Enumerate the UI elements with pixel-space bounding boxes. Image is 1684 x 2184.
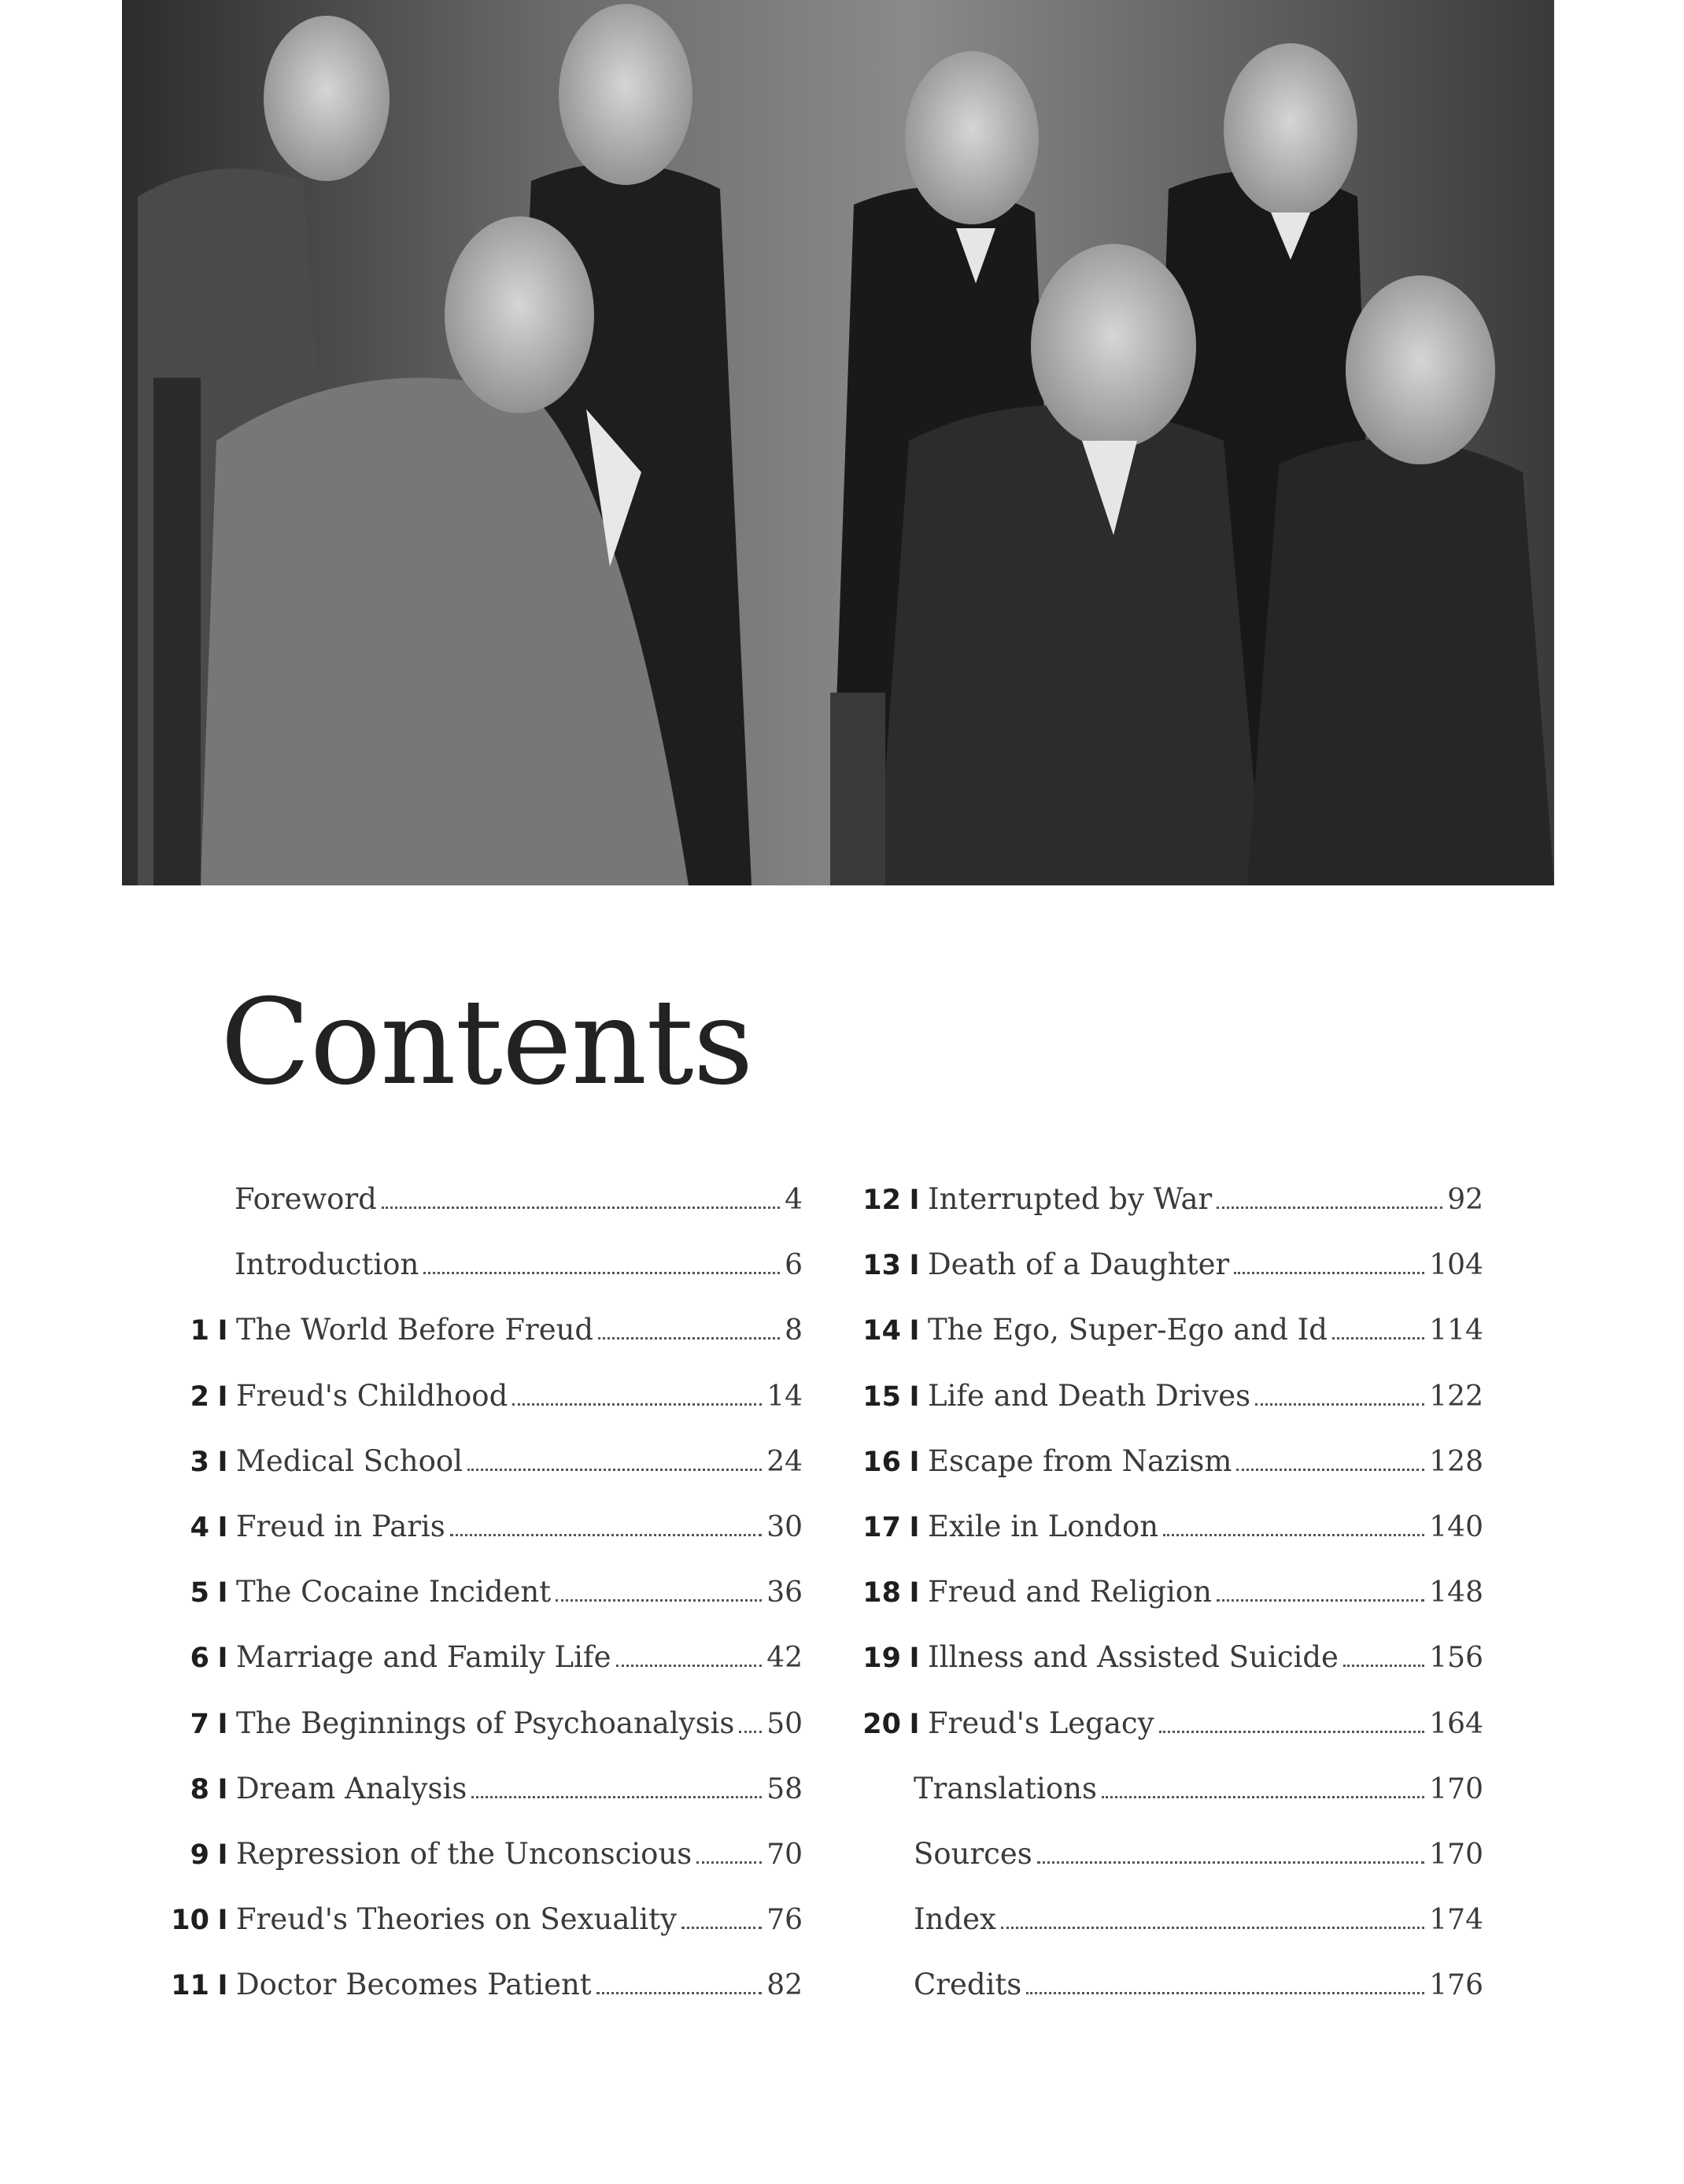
- toc-title: The Ego, Super-Ego and Id: [928, 1313, 1328, 1347]
- toc-dot-leader: [1037, 1861, 1425, 1864]
- toc-entry: [854, 1232, 1483, 1297]
- toc-page-number: 104: [1429, 1249, 1483, 1282]
- toc-page-number: 36: [766, 1576, 803, 1609]
- toc-chapter-number: 16: [862, 1446, 901, 1478]
- toc-title: Exile in London: [928, 1509, 1159, 1543]
- toc-page-number: 24: [766, 1445, 803, 1478]
- toc-title: Foreword: [235, 1182, 377, 1216]
- toc-title: Repression of the Unconscious: [236, 1836, 692, 1871]
- toc-dot-leader: [1343, 1664, 1424, 1667]
- toc-separator: I: [909, 1250, 920, 1282]
- toc-chapter-number: 8: [190, 1773, 209, 1805]
- toc-entry: [854, 1952, 1483, 2017]
- toc-separator: I: [909, 1643, 920, 1675]
- toc-title: Introduction: [235, 1247, 419, 1282]
- toc-dot-leader: [1236, 1468, 1424, 1471]
- toc-page-number: 8: [785, 1314, 803, 1347]
- page-title: Contents: [220, 974, 753, 1111]
- toc-chapter-number: 10: [171, 1905, 209, 1937]
- toc-page-number: 170: [1429, 1838, 1483, 1871]
- toc-page-number: 170: [1429, 1772, 1483, 1805]
- toc-page-number: 76: [766, 1904, 803, 1937]
- toc-title: Freud's Childhood: [236, 1378, 508, 1413]
- toc-dot-leader: [1332, 1336, 1424, 1340]
- toc-dot-leader: [616, 1664, 763, 1667]
- toc-separator: I: [217, 1708, 228, 1740]
- toc-page-number: 128: [1429, 1445, 1483, 1478]
- toc-title: Illness and Assisted Suicide: [928, 1640, 1339, 1675]
- toc-separator: I: [909, 1184, 920, 1216]
- toc-page-number: 70: [766, 1838, 803, 1871]
- toc-page-number: 122: [1429, 1380, 1483, 1413]
- toc-page-number: 50: [766, 1707, 803, 1740]
- toc-title: Freud and Religion: [928, 1575, 1212, 1609]
- toc-title: The World Before Freud: [236, 1313, 594, 1347]
- toc-separator: I: [217, 1773, 228, 1805]
- toc-chapter-number: 11: [171, 1970, 209, 2002]
- toc-left-column: [165, 1166, 803, 2017]
- toc-title: Dream Analysis: [236, 1771, 467, 1805]
- toc-separator: I: [217, 1643, 228, 1675]
- toc-chapter-number: 12: [862, 1184, 901, 1216]
- toc-dot-leader: [598, 1336, 780, 1340]
- toc-page-number: 114: [1429, 1314, 1483, 1347]
- toc-entry: [854, 1297, 1483, 1362]
- toc-separator: I: [217, 1970, 228, 2002]
- toc-dot-leader: [467, 1468, 762, 1471]
- toc-dot-leader: [382, 1206, 780, 1209]
- toc-entry: [854, 1756, 1483, 1821]
- toc-dot-leader: [512, 1402, 762, 1406]
- toc-entry: [165, 1363, 803, 1428]
- toc-chapter-number: 17: [862, 1511, 901, 1543]
- toc-entry: [165, 1756, 803, 1821]
- toc-entry: [854, 1494, 1483, 1559]
- toc-entry: [165, 1297, 803, 1362]
- toc-title: The Beginnings of Psychoanalysis: [236, 1705, 735, 1740]
- group-portrait-photo: [122, 0, 1554, 885]
- toc-title: Escape from Nazism: [928, 1443, 1232, 1478]
- toc-dot-leader: [556, 1598, 762, 1602]
- toc-chapter-number: 6: [190, 1643, 209, 1675]
- toc-separator: I: [217, 1380, 228, 1413]
- toc-dot-leader: [1217, 1206, 1442, 1209]
- toc-entry: [854, 1363, 1483, 1428]
- toc-chapter-number: 2: [190, 1380, 209, 1413]
- toc-entry: [854, 1559, 1483, 1624]
- toc-separator: I: [909, 1708, 920, 1740]
- toc-title: Death of a Daughter: [928, 1247, 1230, 1282]
- toc-separator: I: [217, 1838, 228, 1871]
- toc-dot-leader: [596, 1991, 763, 1994]
- toc-chapter-number: 9: [190, 1838, 209, 1871]
- toc-entry: [165, 1559, 803, 1624]
- toc-title: Translations: [914, 1771, 1097, 1805]
- toc-page-number: 30: [766, 1510, 803, 1543]
- toc-dot-leader: [1159, 1730, 1425, 1733]
- toc-title: Marriage and Family Life: [236, 1640, 611, 1675]
- toc-separator: I: [217, 1446, 228, 1478]
- toc-separator: I: [909, 1511, 920, 1543]
- toc-dot-leader: [471, 1795, 762, 1798]
- toc-page-number: 14: [766, 1380, 803, 1413]
- toc-dot-leader: [1255, 1402, 1424, 1406]
- toc-entry: [854, 1166, 1483, 1232]
- toc-entry: [165, 1428, 803, 1494]
- toc-title: Medical School: [236, 1443, 463, 1478]
- toc-chapter-number: 15: [862, 1380, 901, 1413]
- toc-entry: [165, 1821, 803, 1887]
- toc-chapter-number: 7: [190, 1708, 209, 1740]
- toc-title: Index: [914, 1902, 996, 1937]
- toc-title: Sources: [914, 1836, 1032, 1871]
- toc-chapter-number: 5: [190, 1577, 209, 1609]
- toc-separator: I: [217, 1577, 228, 1609]
- toc-chapter-number: 1: [190, 1315, 209, 1347]
- toc-entry: [854, 1821, 1483, 1887]
- toc-page-number: 176: [1429, 1969, 1483, 2002]
- toc-title: Life and Death Drives: [928, 1378, 1251, 1413]
- toc-separator: I: [217, 1905, 228, 1937]
- toc-separator: I: [909, 1315, 920, 1347]
- toc-dot-leader: [1001, 1926, 1424, 1929]
- toc-separator: I: [909, 1446, 920, 1478]
- toc-dot-leader: [1234, 1271, 1424, 1274]
- toc-entry: [854, 1428, 1483, 1494]
- toc-right-column: [854, 1166, 1483, 2017]
- toc-dot-leader: [423, 1271, 780, 1274]
- toc-title: Freud's Legacy: [928, 1705, 1154, 1740]
- toc-chapter-number: 18: [862, 1577, 901, 1609]
- toc-page-number: 140: [1429, 1510, 1483, 1543]
- toc-title: Interrupted by War: [928, 1182, 1213, 1216]
- toc-chapter-number: 19: [862, 1643, 901, 1675]
- toc-entry: [165, 1887, 803, 1952]
- toc-dot-leader: [681, 1926, 762, 1929]
- toc-dot-leader: [696, 1861, 762, 1864]
- toc-entry: [854, 1887, 1483, 1952]
- toc-entry: [165, 1624, 803, 1690]
- toc-chapter-number: 20: [862, 1708, 901, 1740]
- toc-separator: I: [217, 1315, 228, 1347]
- toc-entry: [854, 1691, 1483, 1756]
- toc-separator: I: [909, 1380, 920, 1413]
- toc-separator: I: [909, 1577, 920, 1609]
- toc-dot-leader: [1026, 1991, 1424, 1994]
- toc-chapter-number: 4: [190, 1511, 209, 1543]
- toc-dot-leader: [739, 1730, 762, 1733]
- toc-entry: [165, 1494, 803, 1559]
- toc-page-number: 58: [766, 1772, 803, 1805]
- toc-entry: [165, 1166, 803, 1232]
- toc-title: The Cocaine Incident: [236, 1575, 552, 1609]
- toc-page-number: 164: [1429, 1707, 1483, 1740]
- toc-separator: I: [217, 1511, 228, 1543]
- toc-page-number: 92: [1447, 1184, 1483, 1216]
- toc-entry: [165, 1232, 803, 1297]
- toc-page-number: 4: [785, 1184, 803, 1216]
- toc-dot-leader: [1102, 1795, 1424, 1798]
- toc-page-number: 148: [1429, 1576, 1483, 1609]
- toc-page-number: 156: [1429, 1642, 1483, 1675]
- toc-page-number: 6: [785, 1249, 803, 1282]
- toc-title: Doctor Becomes Patient: [236, 1968, 592, 2002]
- toc-entry: [165, 1952, 803, 2017]
- toc-dot-leader: [1217, 1598, 1424, 1602]
- toc-entry: [854, 1624, 1483, 1690]
- toc-chapter-number: 13: [862, 1250, 901, 1282]
- toc-page-number: 82: [766, 1969, 803, 2002]
- toc-title: Freud's Theories on Sexuality: [236, 1902, 677, 1937]
- toc-entry: [165, 1691, 803, 1756]
- toc-title: Credits: [914, 1968, 1022, 2002]
- toc-chapter-number: 14: [862, 1315, 901, 1347]
- toc-chapter-number: 3: [190, 1446, 209, 1478]
- toc-dot-leader: [450, 1533, 762, 1536]
- toc-dot-leader: [1163, 1533, 1424, 1536]
- toc-title: Freud in Paris: [236, 1509, 445, 1543]
- toc-page-number: 174: [1429, 1904, 1483, 1937]
- toc-page-number: 42: [766, 1642, 803, 1675]
